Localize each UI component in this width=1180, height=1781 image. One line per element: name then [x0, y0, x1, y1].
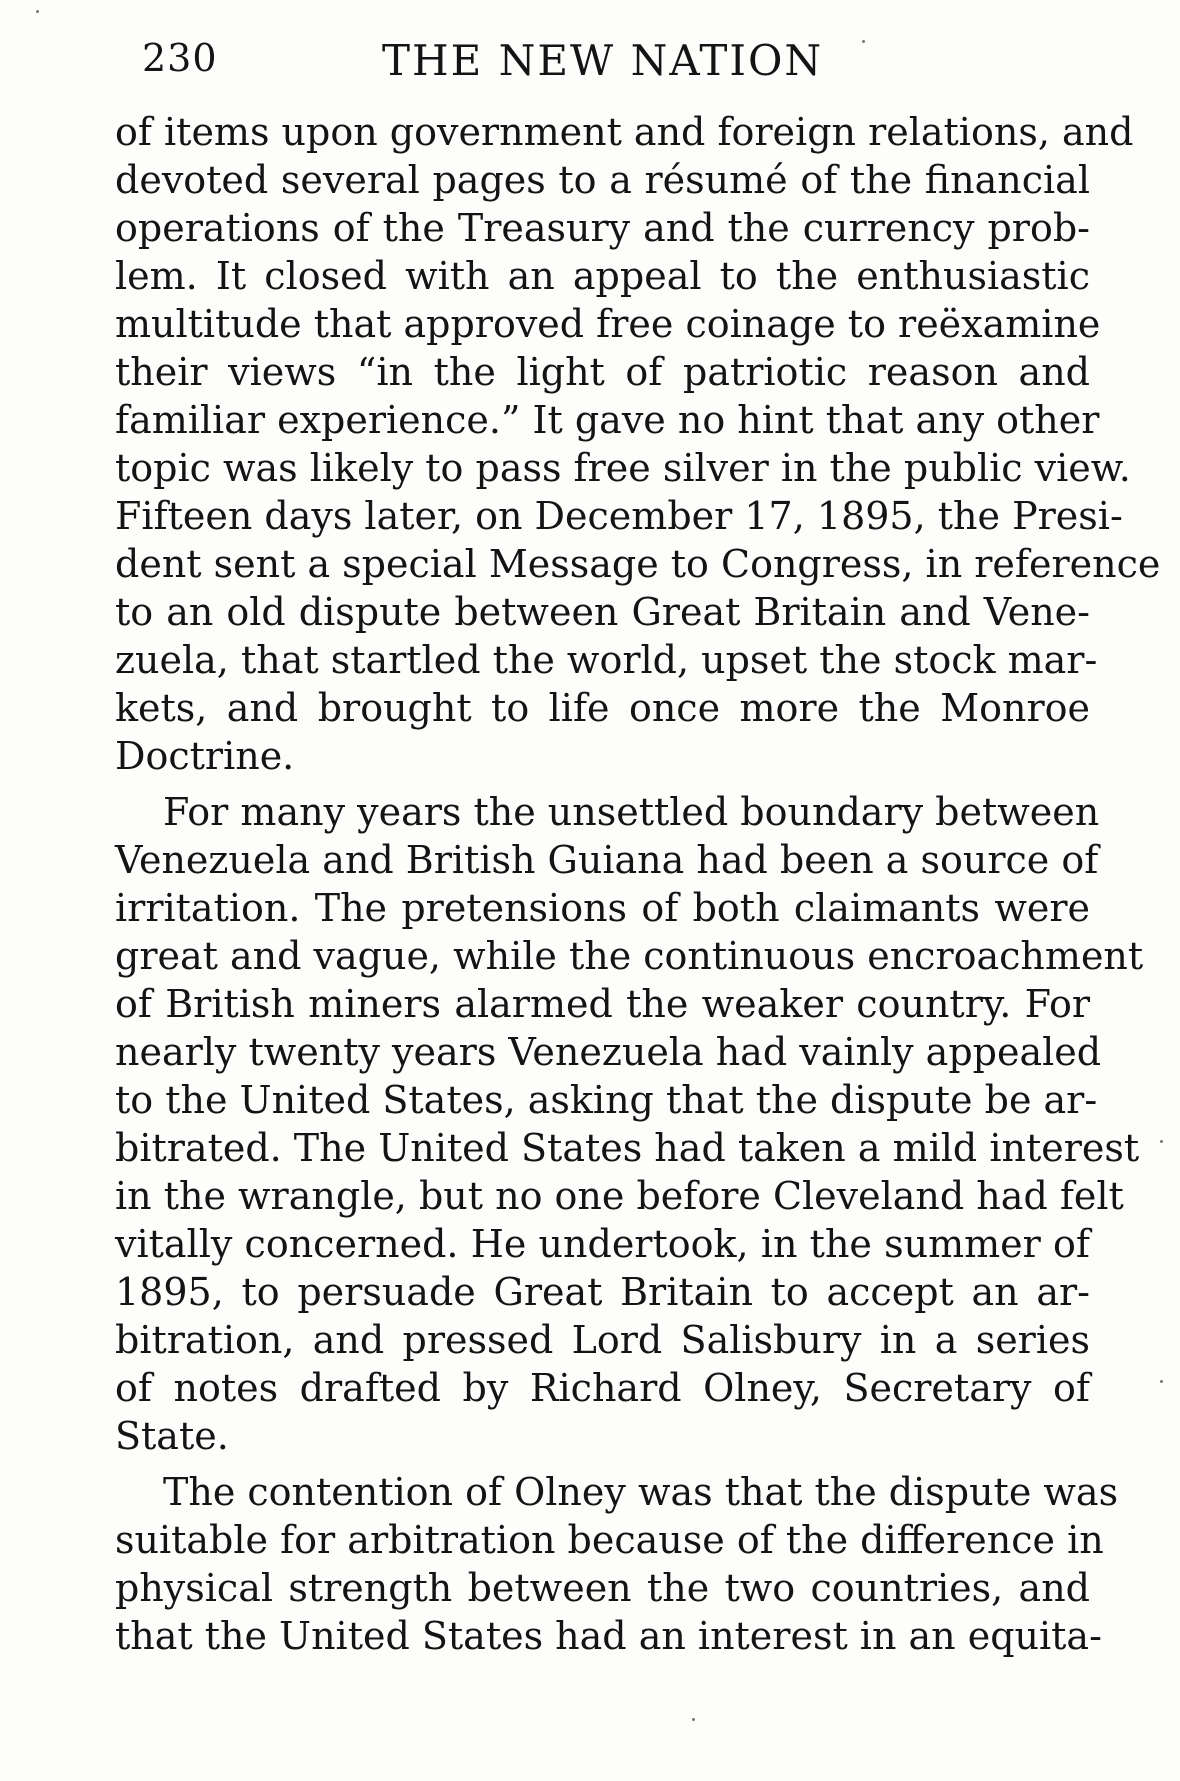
text-line: Venezuela and British Guiana had been a source of — [115, 838, 1099, 882]
scan-speck — [1160, 1140, 1163, 1143]
text-line: lem. It closed with an appeal to the enthusiastic — [115, 254, 1090, 298]
text-line: State. — [115, 1414, 229, 1458]
text-line: topic was likely to pass free silver in the public view. — [115, 446, 1131, 490]
text-line: great and vague, while the continuous encroachment — [115, 934, 1144, 978]
page-header — [142, 36, 1062, 96]
scan-speck — [1160, 1380, 1163, 1383]
text-line: of items upon government and foreign relations, and — [115, 110, 1134, 154]
page-number: 230 — [142, 36, 218, 80]
running-title: THE NEW NATION — [382, 36, 824, 85]
text-line: operations of the Treasury and the currency prob- — [115, 206, 1090, 250]
text-line: nearly twenty years Venezuela had vainly appealed — [115, 1030, 1102, 1074]
text-line: devoted several pages to a résumé of the financial — [115, 158, 1090, 202]
text-line: multitude that approved free coinage to reëxamine — [115, 302, 1101, 346]
text-line: physical strength between the two countries, and — [115, 1566, 1090, 1610]
text-line: of British miners alarmed the weaker country. For — [115, 982, 1090, 1026]
text-line: suitable for arbitration because of the difference in — [115, 1518, 1104, 1562]
text-line: of notes drafted by Richard Olney, Secretary of — [115, 1366, 1090, 1410]
scan-speck — [36, 10, 39, 13]
scan-speck — [692, 1718, 695, 1721]
text-line: kets, and brought to life once more the Monroe — [115, 686, 1090, 730]
text-line: irritation. The pretensions of both claimants were — [115, 886, 1090, 930]
text-line: vitally concerned. He undertook, in the summer of — [115, 1222, 1090, 1266]
text-line: in the wrangle, but no one before Cleveland had felt — [115, 1174, 1124, 1218]
text-line: that the United States had an interest in an equita- — [115, 1614, 1102, 1658]
text-line: bitrated. The United States had taken a mild interest — [115, 1126, 1140, 1170]
text-line: bitration, and pressed Lord Salisbury in a series — [115, 1318, 1090, 1362]
text-line: Doctrine. — [115, 734, 295, 778]
text-line: their views “in the light of patriotic reason and — [115, 350, 1090, 394]
text-line: Fifteen days later, on December 17, 1895, the Presi- — [115, 494, 1123, 538]
paragraph-first-line: The contention of Olney was that the dispute was — [163, 1470, 1119, 1514]
text-line: zuela, that startled the world, upset the stock mar- — [115, 638, 1098, 682]
text-line: dent sent a special Message to Congress, in reference — [115, 542, 1161, 586]
text-line: familiar experience.” It gave no hint that any other — [115, 398, 1100, 442]
scan-speck — [862, 40, 865, 43]
text-line: 1895, to persuade Great Britain to accept an ar- — [115, 1270, 1090, 1314]
text-line: to the United States, asking that the dispute be ar- — [115, 1078, 1098, 1122]
text-line: to an old dispute between Great Britain and Vene- — [115, 590, 1090, 634]
paragraph-first-line: For many years the unsettled boundary between — [163, 790, 1100, 834]
